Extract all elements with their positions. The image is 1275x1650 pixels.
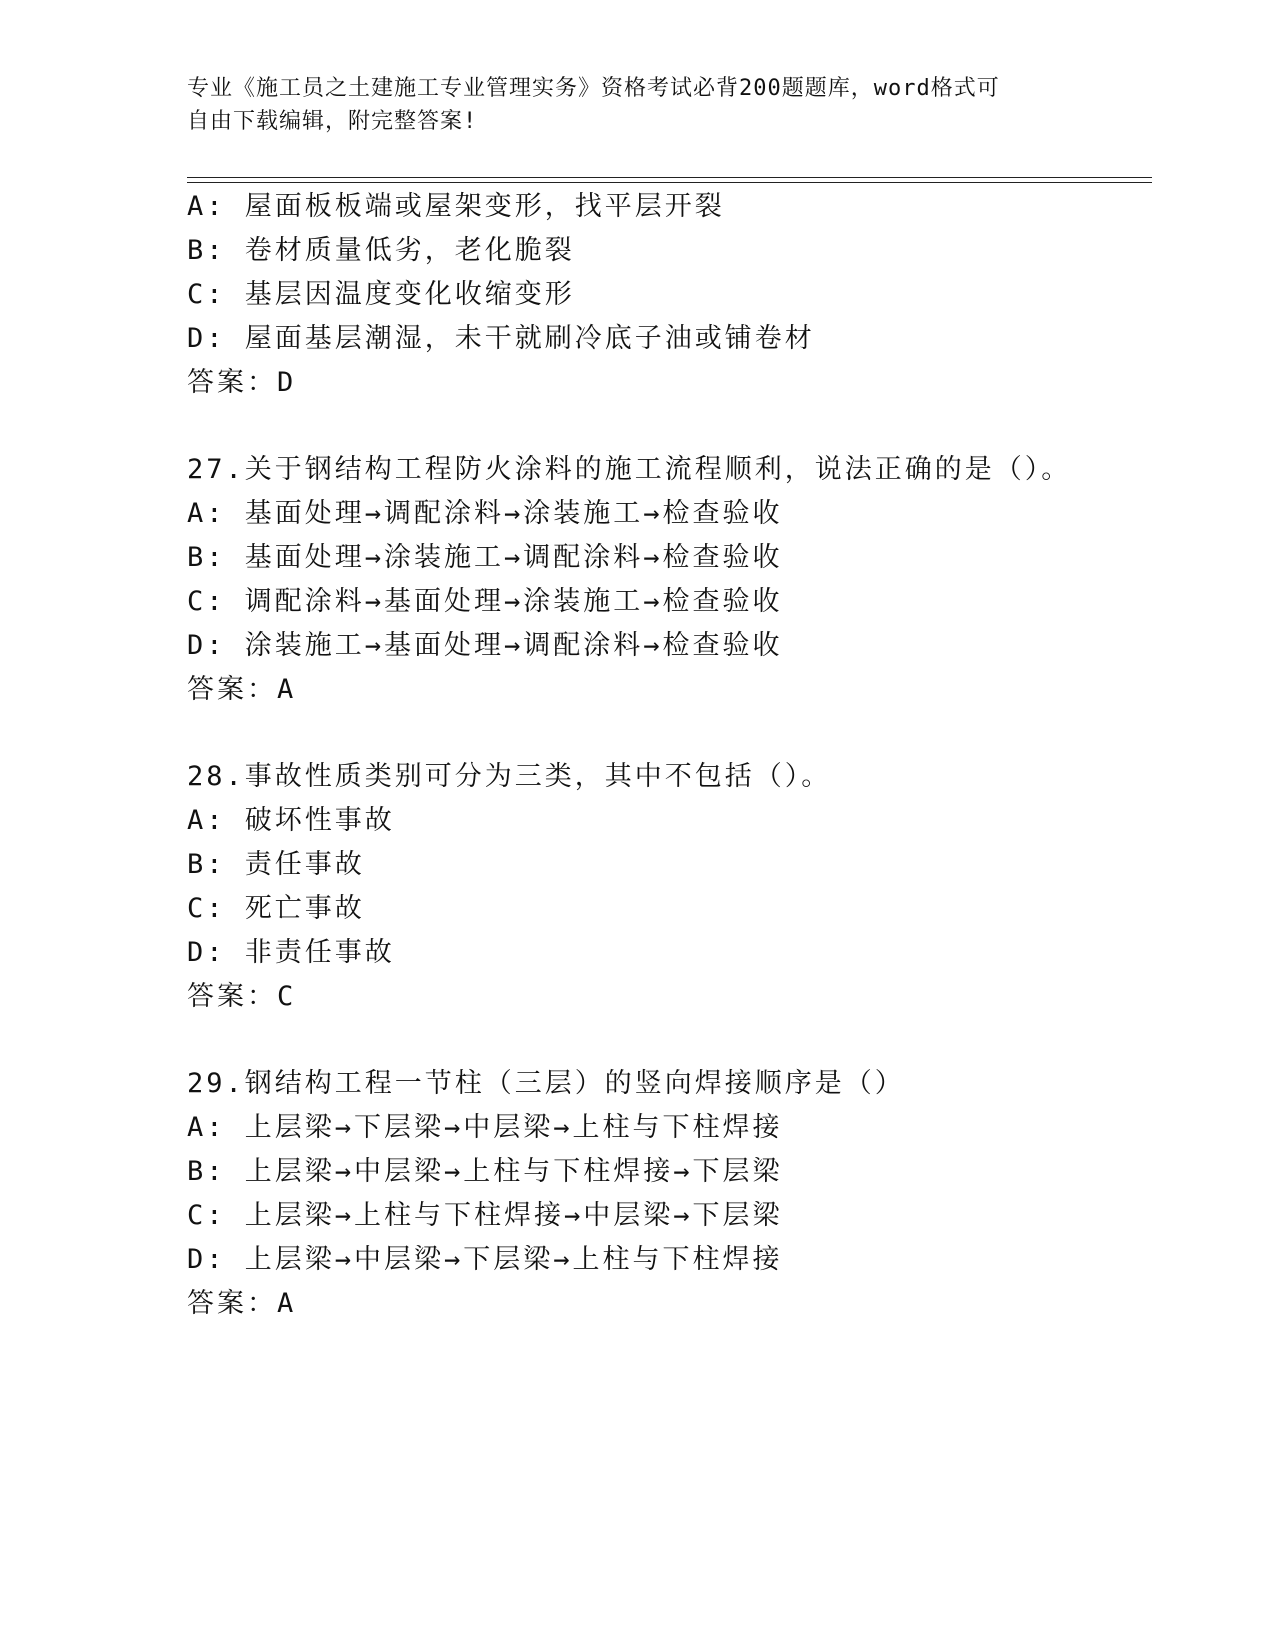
header-divider-bottom — [187, 182, 1152, 183]
header-divider-top — [187, 177, 1152, 178]
q28-option-a: A: 破坏性事故 — [187, 805, 395, 836]
q29-option-b: B: 上层梁→中层梁→上柱与下柱焊接→下层梁 — [187, 1156, 783, 1187]
header-line-1: 专业《施工员之土建施工专业管理实务》资格考试必背200题题库，word格式可 — [187, 76, 1000, 101]
q26-answer: 答案：D — [187, 367, 297, 398]
q28-option-b: B: 责任事故 — [187, 849, 365, 880]
q27-answer: 答案：A — [187, 674, 297, 705]
q28-option-d: D: 非责任事故 — [187, 937, 395, 968]
q27-question: 27.关于钢结构工程防火涂料的施工流程顺利，说法正确的是（）。 — [187, 454, 1072, 485]
document-header — [187, 72, 1087, 138]
q27-option-d: D: 涂装施工→基面处理→调配涂料→检查验收 — [187, 630, 783, 661]
q27-option-b: B: 基面处理→涂装施工→调配涂料→检查验收 — [187, 542, 783, 573]
q28-answer: 答案：C — [187, 981, 297, 1012]
q29-option-c: C: 上层梁→上柱与下柱焊接→中层梁→下层梁 — [187, 1200, 783, 1231]
q28-question: 28.事故性质类别可分为三类，其中不包括（）。 — [187, 761, 832, 792]
q26-option-c: C: 基层因温度变化收缩变形 — [187, 279, 575, 310]
q26-option-b: B: 卷材质量低劣，老化脆裂 — [187, 235, 575, 266]
q29-option-a: A: 上层梁→下层梁→中层梁→上柱与下柱焊接 — [187, 1112, 783, 1143]
q29-question: 29.钢结构工程一节柱（三层）的竖向焊接顺序是（） — [187, 1068, 905, 1099]
q27-option-c: C: 调配涂料→基面处理→涂装施工→检查验收 — [187, 586, 783, 617]
q28-option-c: C: 死亡事故 — [187, 893, 365, 924]
q27-option-a: A: 基面处理→调配涂料→涂装施工→检查验收 — [187, 498, 783, 529]
header-line-2: 自由下载编辑，附完整答案! — [187, 109, 478, 134]
q26-option-d: D: 屋面基层潮湿，未干就刷冷底子油或铺卷材 — [187, 323, 815, 354]
q29-option-d: D: 上层梁→中层梁→下层梁→上柱与下柱焊接 — [187, 1244, 783, 1275]
q26-option-a: A: 屋面板板端或屋架变形，找平层开裂 — [187, 191, 725, 222]
q29-answer: 答案：A — [187, 1288, 297, 1319]
